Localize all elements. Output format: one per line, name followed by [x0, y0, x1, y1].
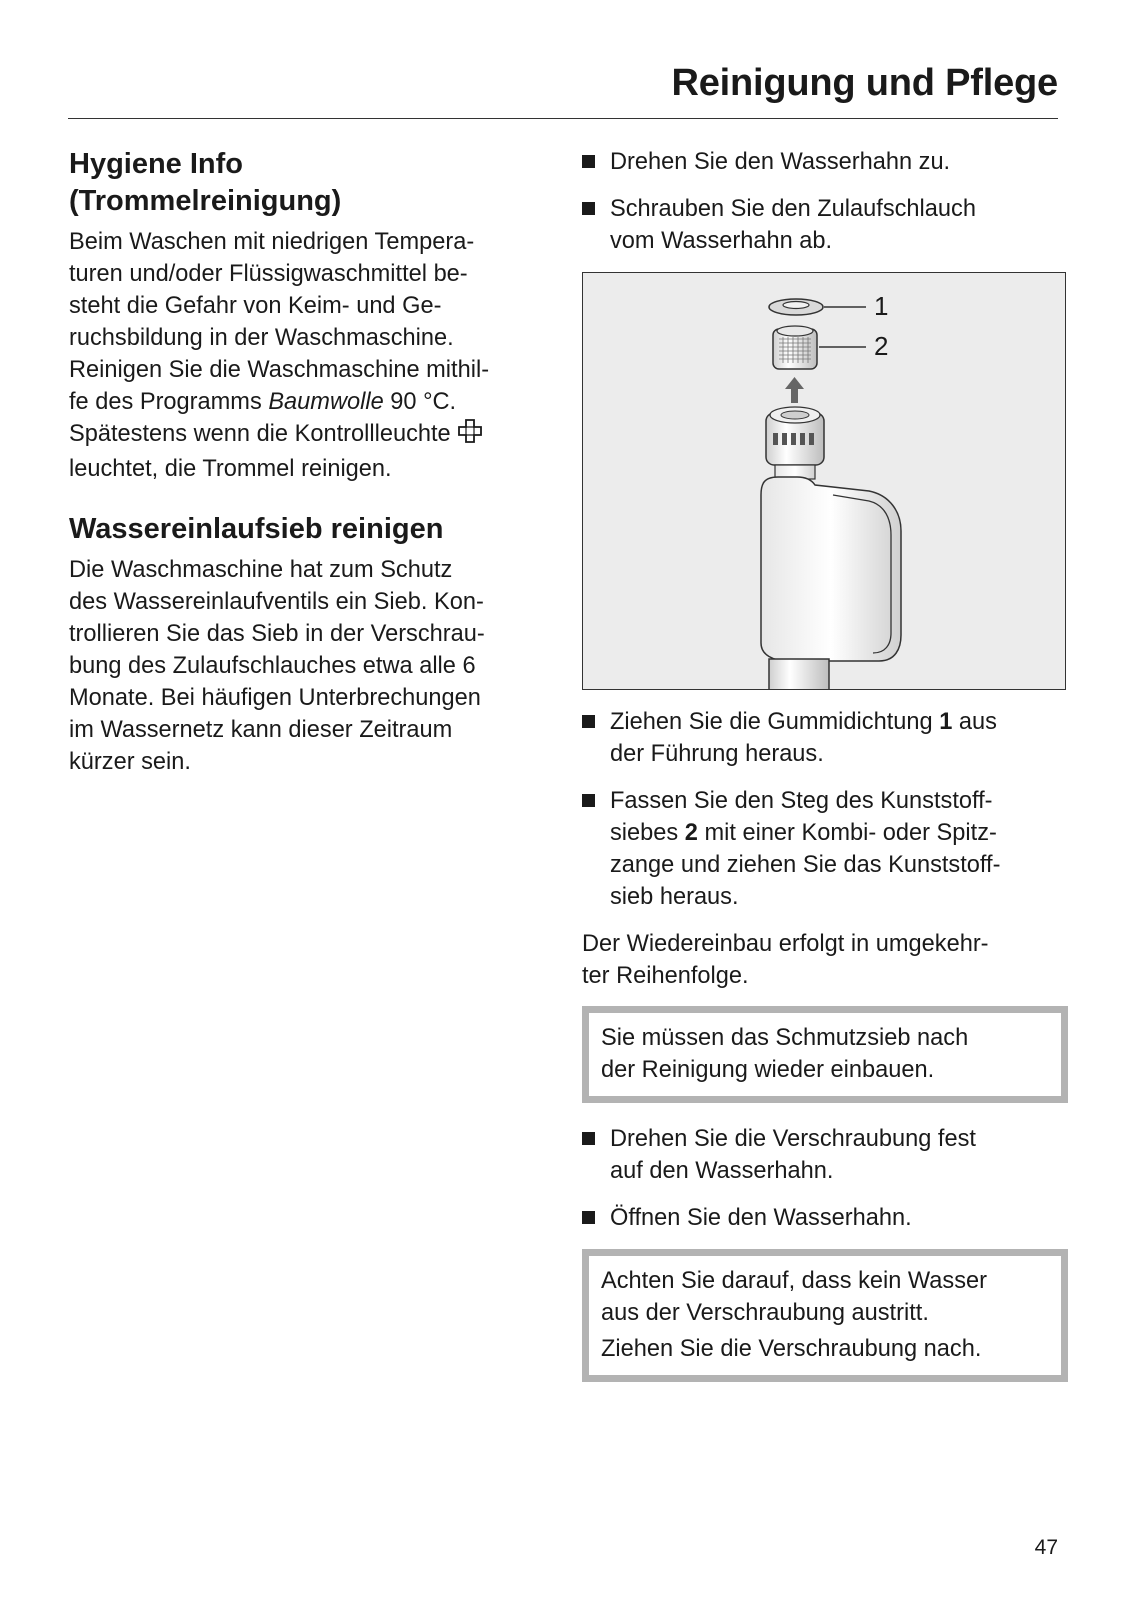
bullet-square-icon	[582, 155, 595, 168]
bullet-square-icon	[582, 794, 595, 807]
page-number: 47	[1034, 1536, 1058, 1559]
section-heading-wassereinlaufsieb: Wassereinlaufsieb reinigen	[69, 513, 444, 545]
text-line: vom Wasserhahn ab.	[610, 228, 833, 254]
text-line: Spätestens wenn die Kontrollleuchte	[69, 421, 458, 447]
text-line: Ziehen Sie die Gummidichtung	[610, 709, 940, 735]
text-line: Beim Waschen mit niedrigen Tempera-	[69, 229, 475, 255]
list-item	[582, 146, 1068, 178]
page-header-title: Reinigung und Pflege	[671, 62, 1058, 104]
instruction-list	[582, 1123, 1068, 1234]
list-item	[582, 1123, 1068, 1187]
section-heading-hygiene-info	[69, 146, 549, 220]
note-text	[601, 1333, 1049, 1365]
text-line: Sie müssen das Schmutzsieb nach	[601, 1025, 969, 1051]
bullet-square-icon	[582, 1132, 595, 1145]
threaded-nut-icon	[766, 407, 824, 479]
text-line: leuchtet, die Trommel reinigen.	[69, 456, 392, 482]
text-line: Schrauben Sie den Zulaufschlauch	[610, 196, 976, 222]
callout-ref: 2	[684, 820, 698, 846]
text-line: siebes	[610, 820, 685, 846]
left-column	[69, 146, 549, 778]
arrow-up-icon	[785, 377, 804, 403]
rubber-seal-icon	[769, 299, 823, 315]
note-text	[601, 1022, 1049, 1086]
list-item	[582, 785, 1068, 913]
callout-ref: 1	[939, 709, 953, 735]
text-line: aus der Verschraubung austritt.	[601, 1300, 929, 1326]
list-item	[582, 193, 1068, 257]
list-item	[582, 1202, 1068, 1234]
text-line: kürzer sein.	[69, 749, 191, 775]
text-line: Reinigen Sie die Waschmaschine mithil-	[69, 357, 490, 383]
text-line: turen und/oder Flüssigwaschmittel be-	[69, 261, 468, 287]
text-line: Drehen Sie den Wasserhahn zu.	[610, 149, 951, 175]
text-line: auf den Wasserhahn.	[610, 1158, 834, 1184]
wassereinlaufsieb-paragraph	[69, 554, 549, 778]
text-line: Fassen Sie den Steg des Kunststoff-	[610, 788, 993, 814]
callout-1: 1	[874, 291, 889, 321]
text-line: fe des Programms	[69, 389, 269, 415]
text-line: steht die Gefahr von Keim- und Ge-	[69, 293, 442, 319]
bullet-square-icon	[582, 1211, 595, 1224]
callout-2: 2	[874, 331, 889, 361]
text-line: der Reinigung wieder einbauen.	[601, 1057, 935, 1083]
text-line: Drehen Sie die Verschraubung fest	[610, 1126, 976, 1152]
header-rule	[68, 118, 1058, 119]
text-line: bung des Zulaufschlauches etwa alle 6	[69, 653, 476, 679]
hygiene-info-paragraph	[69, 226, 549, 485]
text-line: ruchsbildung in der Waschmaschine.	[69, 325, 454, 351]
valve-housing-icon	[761, 477, 901, 690]
note-box	[582, 1006, 1068, 1103]
strainer-icon	[773, 326, 817, 369]
hose-filter-illustration	[582, 272, 1066, 690]
hose-connection-drawing	[583, 273, 1066, 690]
text-line: mit einer Kombi- oder Spitz-	[697, 820, 997, 846]
text-line: ter Reihenfolge.	[582, 963, 749, 989]
text-line: Ziehen Sie die Verschraubung nach.	[601, 1336, 982, 1362]
text-line: Achten Sie darauf, dass kein Wasser	[601, 1268, 987, 1294]
text-line: des Wassereinlaufventils ein Sieb. Kon-	[69, 589, 484, 615]
bullet-square-icon	[582, 202, 595, 215]
drum-cleaning-cross-icon	[457, 418, 483, 453]
text-line: Die Waschmaschine hat zum Schutz	[69, 557, 453, 583]
text-line: zange und ziehen Sie das Kunststoff-	[610, 852, 1001, 878]
list-item	[582, 706, 1068, 770]
right-column	[582, 146, 1068, 1402]
heading-line: (Trommelreinigung)	[69, 185, 342, 217]
reassembly-paragraph	[582, 928, 1068, 992]
text-line: Der Wiedereinbau erfolgt in umgekehr-	[582, 931, 989, 957]
instruction-list	[582, 706, 1068, 913]
text-line: 90 °C.	[383, 389, 457, 415]
text-line: Monate. Bei häufigen Unterbrechungen	[69, 685, 481, 711]
instruction-list	[582, 146, 1068, 257]
note-box	[582, 1249, 1068, 1382]
program-name: Baumwolle	[268, 389, 384, 415]
note-text	[601, 1265, 1049, 1329]
text-line: im Wassernetz kann dieser Zeitraum	[69, 717, 453, 743]
heading-line: Hygiene Info	[69, 148, 244, 180]
bullet-square-icon	[582, 715, 595, 728]
text-line: trollieren Sie das Sieb in der Verschrau-	[69, 621, 485, 647]
text-line: Öffnen Sie den Wasserhahn.	[610, 1205, 912, 1231]
text-line: der Führung heraus.	[610, 741, 824, 767]
text-line: sieb heraus.	[610, 884, 739, 910]
text-line: aus	[952, 709, 997, 735]
